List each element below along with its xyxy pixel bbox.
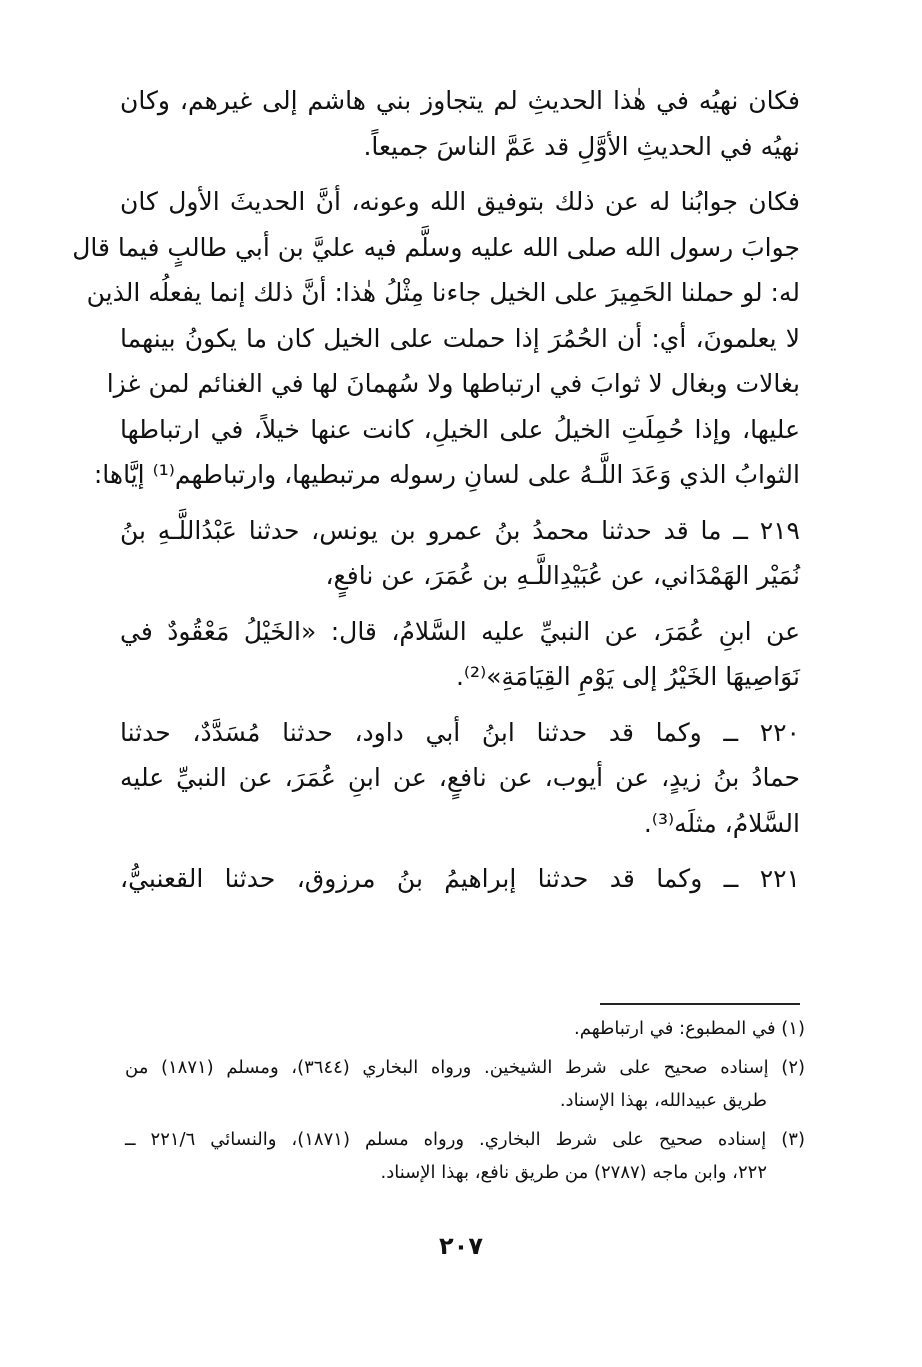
text-line: بغالات وبغال لا ثوابَ في ارتباطها ولا سُهمانَ لها في الغنائم لمن غزا [106,369,800,398]
page-number: ٢٠٧ [439,1232,483,1260]
hadith-219-chain [120,508,800,599]
text-line: جوابَ رسول الله صلى الله عليه وسلَّم فيه عليَّ بن أبي طالبٍ فيما قال [72,232,800,262]
paragraph-2 [72,179,800,498]
footnote-line: (٣) إسناده صحيح على شرط البخاري. ورواه مسلم (١٨٧١)، والنسائي ٢٢١/٦ ــ [125,1129,805,1150]
text-line: عن ابنِ عُمَرَ، عن النبيِّ عليه السَّلامُ، قال: «الخَيْلُ مَعْقُودٌ في [120,616,800,646]
footnote-1 [125,1012,805,1045]
footnote-line: طريق عبيدالله، بهذا الإسناد. [559,1090,767,1111]
text-line: السَّلامُ، مثلَه⁽³⁾. [643,808,800,838]
hadith-220 [120,710,800,847]
footnote-line: (٢) إسناده صحيح على شرط الشيخين. ورواه البخاري (٣٦٤٤)، ومسلم (١٨٧١) من [125,1057,806,1078]
text-line: عليها، وإذا حُمِلَتِ الخيلُ على الخيلِ، كانت عنها خيلاً، في ارتباطها [120,414,800,444]
text-line: له: لو حملنا الحَمِيرَ على الخيل جاءنا مِثْلُ هٰذا: أنَّ ذلك إنما يفعلُه الذين [86,278,800,307]
text-line: فكان جوابُنا له عن ذلك بتوفيق الله وعونه، أنَّ الحديثَ الأول كان [120,187,800,216]
text-line: لا يعلمونَ، أي: أن الحُمُرَ إذا حملت على الخيل كان ما يكونُ بينهما [120,323,800,353]
text-line: نَوَاصِيهَا الخَيْرُ إلى يَوْمِ القِيَامَةِ»⁽²⁾. [455,662,800,691]
text-line: فكان نهيُه في هٰذا الحديثِ لم يتجاوز بني هاشم إلى غيرهم، وكان [120,86,800,115]
paragraph-1 [120,78,800,169]
footnote-line: ٢٢٢، وابن ماجه (٢٧٨٧) من طريق نافع، بهذا الإسناد. [380,1162,767,1183]
hadith-221 [120,856,800,902]
footnote-2 [125,1051,805,1117]
footnote-3 [125,1123,805,1189]
main-text [72,78,800,912]
text-line: ٢٢٠ ــ وكما قد حدثنا ابنُ أبي داود، حدثنا مُسَدَّدٌ، حدثنا [120,717,800,747]
text-line: ٢٢١ ــ وكما قد حدثنا إبراهيمُ بنُ مرزوق، حدثنا القعنبيُّ، [120,864,800,893]
text-line: نهيُه في الحديثِ الأوَّلِ قد عَمَّ الناسَ جميعاً. [363,131,800,161]
text-line: نُمَيْر الهَمْدَاني، عن عُبَيْدِاللَّـهِ بن عُمَرَ، عن نافعٍ، [325,561,800,590]
footnotes [125,1012,805,1195]
hadith-219-text [120,609,800,700]
text-line: ٢١٩ ــ ما قد حدثنا محمدُ بنُ عمرو بن يونس، حدثنا عَبْدُاللَّـهِ بنُ [120,515,800,545]
footnote-line: (١) في المطبوع: في ارتباطهم. [574,1018,805,1039]
footnote-separator [600,1003,800,1005]
text-line: الثوابُ الذي وَعَدَ اللَّـهُ على لسانِ رسوله مرتبطيها، وارتباطهم⁽¹⁾ إيَّاها: [93,460,800,489]
text-line: حمادُ بنُ زيدٍ، عن أيوب، عن نافعٍ، عن ابنِ عُمَرَ، عن النبيِّ عليه [120,763,800,792]
